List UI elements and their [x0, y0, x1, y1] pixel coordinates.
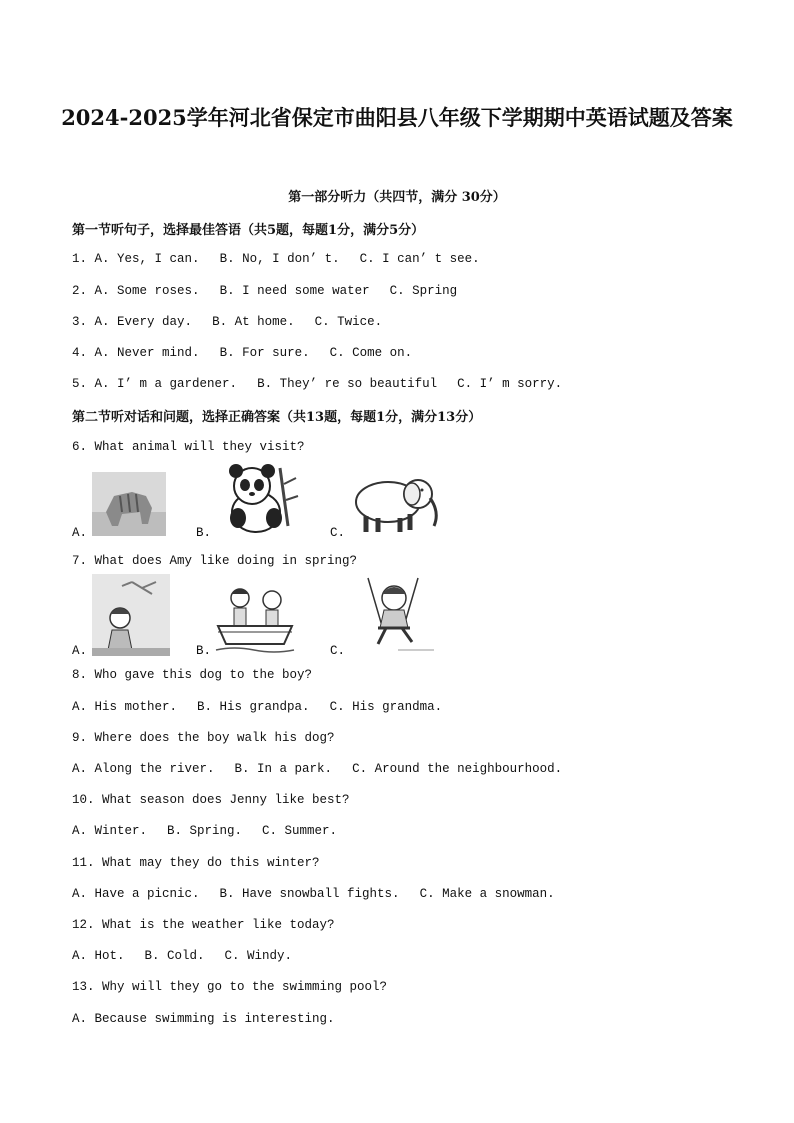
option-c: C. I’ m sorry. — [457, 377, 563, 391]
question-1: 1. A. Yes, I can. B. No, I don’ t. C. I can’ t see. — [72, 252, 480, 266]
option-c: C. Twice. — [314, 315, 383, 329]
question-6-pictures: A. B. C. — [72, 470, 472, 540]
option-c: C. Windy. — [224, 949, 293, 963]
option-c: C. I can’ t see. — [359, 252, 480, 266]
option-a: A. I’ m a gardener. — [94, 377, 238, 391]
question-6: 6. What animal will they visit? — [72, 440, 305, 454]
option-c: C. His grandma. — [329, 700, 443, 714]
option-c: C. Around the neighbourhood. — [352, 762, 563, 776]
question-7: 7. What does Amy like doing in spring? — [72, 554, 358, 568]
option-a: A. Winter. — [72, 824, 148, 838]
question-9: 9. Where does the boy walk his dog? — [72, 731, 335, 745]
question-9-options — [72, 762, 582, 776]
option-c: C. Spring — [389, 284, 458, 298]
question-11: 11. What may they do this winter? — [72, 856, 320, 870]
question-2: 2. A. Some roses. B. I need some water C. Spring — [72, 284, 458, 298]
option-c: C. Summer. — [262, 824, 338, 838]
question-13-options — [72, 1012, 355, 1026]
option-b: B. I need some water — [219, 284, 370, 298]
elephant-image — [348, 472, 444, 534]
option-a: A. Hot. — [72, 949, 125, 963]
question-10: 10. What season does Jenny like best? — [72, 793, 350, 807]
question-4: 4. A. Never mind. B. For sure. C. Come on. — [72, 346, 413, 360]
option-b: B. In a park. — [234, 762, 333, 776]
question-11-options — [72, 887, 575, 901]
option-b: B. At home. — [212, 315, 295, 329]
question-8: 8. Who gave this dog to the boy? — [72, 668, 313, 682]
page-title: 2024-2025学年河北省保定市曲阳县八年级下学期期中英语试题及答案 — [61, 105, 733, 130]
question-12: 12. What is the weather like today? — [72, 918, 335, 932]
option-b: B. Have snowball fights. — [219, 887, 400, 901]
question-13: 13. Why will they go to the swimming pool? — [72, 980, 388, 994]
question-8-options — [72, 700, 462, 714]
option-a: A. His mother. — [72, 700, 178, 714]
question-3: 3. A. Every day. B. At home. C. Twice. — [72, 315, 383, 329]
section-heading-1: 第一节听句子，选择最佳答语（共5题，每题1分，满分5分） — [72, 223, 425, 238]
question-12-options — [72, 949, 312, 963]
option-b: B. His grandpa. — [197, 700, 310, 714]
question-5: 5. A. I’ m a gardener. B. They’ re so beautiful C. I’ m sorry. — [72, 377, 563, 391]
option-b: B. Spring. — [167, 824, 243, 838]
question-10-options — [72, 824, 357, 838]
section-heading-2: 第二节听对话和问题，选择正确答案（共13题，每题1分，满分13分） — [72, 410, 482, 425]
option-b: B. They’ re so beautiful — [257, 377, 438, 391]
option-c: C. Make a snowman. — [419, 887, 555, 901]
option-b: B. Cold. — [144, 949, 205, 963]
part-heading: 第一部分听力（共四节，满分 30分） — [288, 190, 506, 205]
question-7-pictures: A. B. C. — [72, 588, 472, 658]
boat-trip-image — [214, 582, 296, 654]
option-a: A. Never mind. — [94, 346, 200, 360]
girl-in-spring-image — [92, 574, 170, 656]
panda-image — [214, 464, 300, 534]
option-b: B. For sure. — [219, 346, 310, 360]
tiger-image — [92, 472, 166, 536]
option-a: A. Because swimming is interesting. — [72, 1012, 335, 1026]
option-a: A. Some roses. — [94, 284, 200, 298]
swing-image — [348, 576, 440, 654]
option-a: A. Have a picnic. — [72, 887, 200, 901]
option-a: A. Along the river. — [72, 762, 215, 776]
option-c: C. Come on. — [329, 346, 413, 360]
option-a: A. Every day. — [94, 315, 193, 329]
option-a: A. Yes, I can. — [94, 252, 200, 266]
option-b: B. No, I don’ t. — [219, 252, 340, 266]
